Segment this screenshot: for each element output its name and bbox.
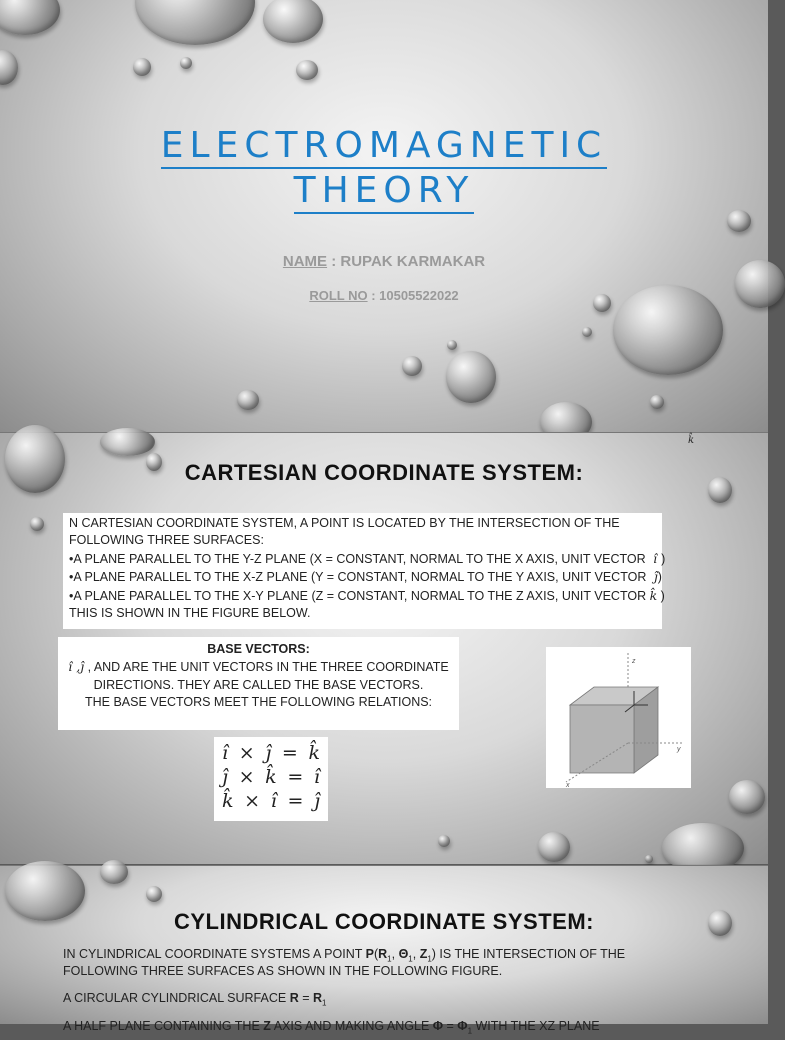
water-drop-decoration [446, 351, 496, 403]
base-vectors-line: DIRECTIONS. THEY ARE CALLED THE BASE VECTORS. [93, 677, 424, 692]
intro-line: N CARTESIAN COORDINATE SYSTEM, A POINT IS LOCATED BY THE INTERSECTION OF THE [69, 516, 620, 530]
relation-token: ĵ [222, 766, 228, 788]
cylindrical-heading: CYLINDRICAL COORDINATE SYSTEM: [174, 909, 594, 934]
y-axis-label: y [677, 746, 681, 753]
cube-diagram [546, 647, 691, 788]
relation-token: k̂ [222, 790, 234, 812]
water-drop-decoration [296, 60, 318, 80]
relation-token: ĵ [314, 790, 320, 812]
relation-token: î [270, 790, 277, 812]
title-line-2: THEORY [294, 170, 475, 214]
water-drop-decoration [0, 50, 18, 85]
cylindrical-line: FOLLOWING THREE SURFACES AS SHOWN IN THE FOLLOWING FIGURE. [63, 964, 503, 978]
base-vectors-line: THE BASE VECTORS MEET THE FOLLOWING RELATIONS: [84, 695, 433, 710]
intro-line: THIS IS SHOWN IN THE FIGURE BELOW. [69, 606, 311, 621]
cartesian-heading: CARTESIAN COORDINATE SYSTEM: [184, 460, 584, 485]
relation-token: × [238, 766, 255, 788]
base-vectors-line: î ,ĵ , AND ARE THE UNIT VECTORS IN THE THREE COORDINATE [68, 659, 449, 675]
relation-row [222, 789, 320, 813]
water-drop-decoration [100, 860, 128, 884]
intro-line: •A PLANE PARALLEL TO THE X-Z PLANE (Y = CONSTANT, NORMAL TO THE Y AXIS, UNIT VECTOR ĵ) [69, 569, 662, 585]
cylindrical-line: A CIRCULAR CYLINDRICAL SURFACE $R = R_1$ [63, 991, 327, 1008]
relation-row [222, 741, 320, 765]
base-vectors-title: BASE VECTORS: [207, 642, 310, 656]
cartesian-cube-figure [546, 647, 691, 788]
relation-token: = [287, 766, 304, 788]
water-drop-decoration [180, 57, 192, 69]
water-drop-decoration [0, 0, 60, 35]
presentation-title-line-2 [0, 167, 768, 215]
relation-token: î [313, 766, 320, 788]
relation-token: × [244, 790, 261, 812]
water-drop-decoration [100, 428, 155, 456]
intro-line: •A PLANE PARALLEL TO THE X-Y PLANE (Z = CONSTANT, NORMAL TO THE Z AXIS, UNIT VECTOR k̂ ) [69, 587, 665, 603]
z-axis-label: z [632, 658, 636, 665]
intro-line: •A PLANE PARALLEL TO THE Y-Z PLANE (X = CONSTANT, NORMAL TO THE X AXIS, UNIT VECTOR î ) [69, 550, 666, 566]
relation-token: = [281, 742, 298, 764]
cartesian-slide [0, 432, 768, 864]
cartesian-intro-box [63, 513, 666, 629]
k-hat-symbol: k̂ [649, 587, 658, 603]
base-vector-relations [214, 737, 328, 821]
water-drop-decoration [650, 395, 664, 409]
water-drop-decoration [133, 58, 151, 76]
water-drop-decoration [237, 390, 259, 410]
author-name: NAME : RUPAK KARMAKAR [282, 253, 486, 270]
water-drop-decoration [538, 832, 570, 862]
roll-number: ROLL NO : 10505522022 [309, 288, 459, 303]
cylindrical-line: A HALF PLANE CONTAINING THE Z AXIS AND MAKING ANGLE $\Phi = \Phi_1$ WITH THE XZ PLANE [63, 1019, 600, 1036]
water-drop-decoration [402, 356, 422, 376]
water-drop-decoration [447, 340, 457, 350]
water-drop-decoration [729, 780, 765, 814]
relation-token: k̂ [308, 742, 320, 764]
i-hat-symbol: î [649, 550, 662, 566]
stray-k-hat-glyph: k̂ [688, 435, 695, 446]
cylindrical-slide [0, 865, 768, 1036]
j-hat-symbol: ĵ [649, 569, 658, 585]
relation-token: î [222, 742, 229, 764]
water-drop-decoration [263, 0, 323, 43]
water-drop-decoration [146, 886, 162, 902]
water-drop-decoration [645, 855, 653, 863]
water-drop-decoration [582, 327, 592, 337]
water-drop-decoration [135, 0, 255, 45]
relation-token: ĵ [265, 742, 272, 764]
water-drop-decoration [438, 835, 450, 847]
x-axis-label: x [566, 782, 570, 789]
base-vectors-box [58, 637, 459, 730]
relation-token: k̂ [265, 766, 277, 788]
relation-token: = [287, 790, 304, 812]
relation-token: × [238, 742, 255, 764]
intro-line: FOLLOWING THREE SURFACES: [69, 533, 264, 548]
cylindrical-line: IN CYLINDRICAL COORDINATE SYSTEMS A POINT $P(R_1$, $\Theta_1$, $Z_1$) IS THE INTERSECTION OF THE [63, 947, 626, 964]
title-line-1: ELECTROMAGNETIC [161, 125, 607, 169]
water-drop-decoration [30, 517, 44, 531]
title-slide [0, 0, 768, 432]
relation-row [222, 765, 320, 789]
presentation-title [0, 122, 768, 170]
